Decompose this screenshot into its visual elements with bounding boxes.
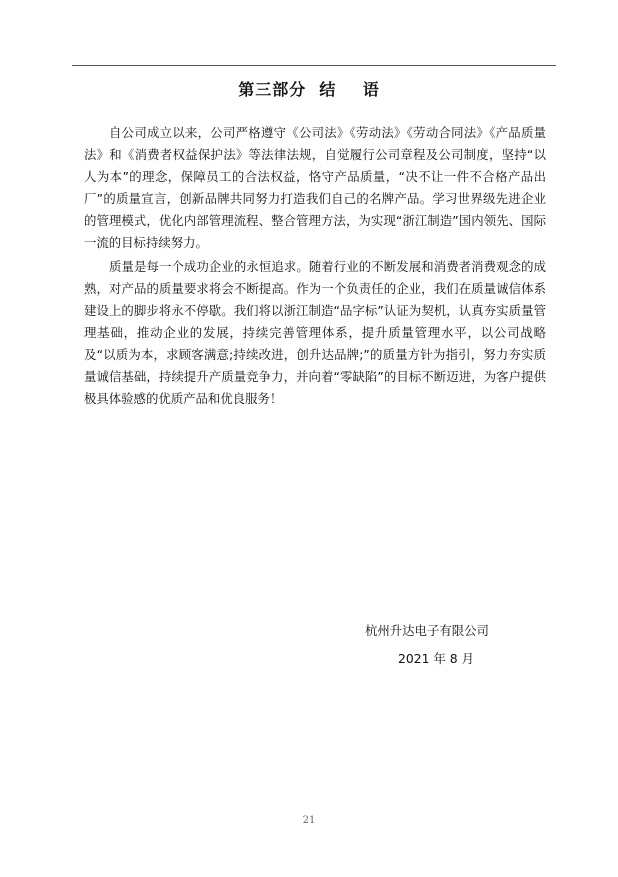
body-text [84, 122, 546, 410]
header-rule [72, 65, 556, 66]
paragraph-2: 质量是每一个成功企业的永恒追求。随着行业的不断发展和消费者消费观念的成熟，对产品的质量要求将会不断提高。作为一个负责任的企业，我们在质量诚信体系建设上的脚步将永不停歇。我们将以浙江制造“品字标”认证为契机，认真夯实质量管理基础，推动企业的发展，持续完善管理体系，提升质量管理水平，以公司战略及“以质为本，求顾客满意;持续改进，创升达品牌;”的质量方针为指引，努力夯实质量诚信基础，持续提升产质量竞争力，并向着“零缺陷”的目标不断迈进，为客户提供极具体验感的优质产品和优良服务！ [84, 259, 546, 406]
paragraph-1: 自公司成立以来，公司严格遵守《公司法》《劳动法》《劳动合同法》《产品质量法》和《消费者权益保护法》等法律法规，自觉履行公司章程及公司制度，坚持“以人为本”的理念，保障员工的合法权益，恪守产品质量，“决不让一件不合格产品出厂”的质量宣言，创新品牌共同努力打造我们自己的名牌产品。学习世界级先进企业的管理模式，优化内部管理流程、整合管理方法，为实现“浙江制造”国内领先、国际一流的目标持续努力。 [84, 125, 546, 250]
signature-company: 杭州升达电子有限公司 [365, 623, 489, 638]
signature-date: 2021 年 8 月 [398, 651, 475, 666]
page-number: 21 [302, 815, 316, 826]
section-title: 第三部分 结 语 [238, 80, 380, 99]
